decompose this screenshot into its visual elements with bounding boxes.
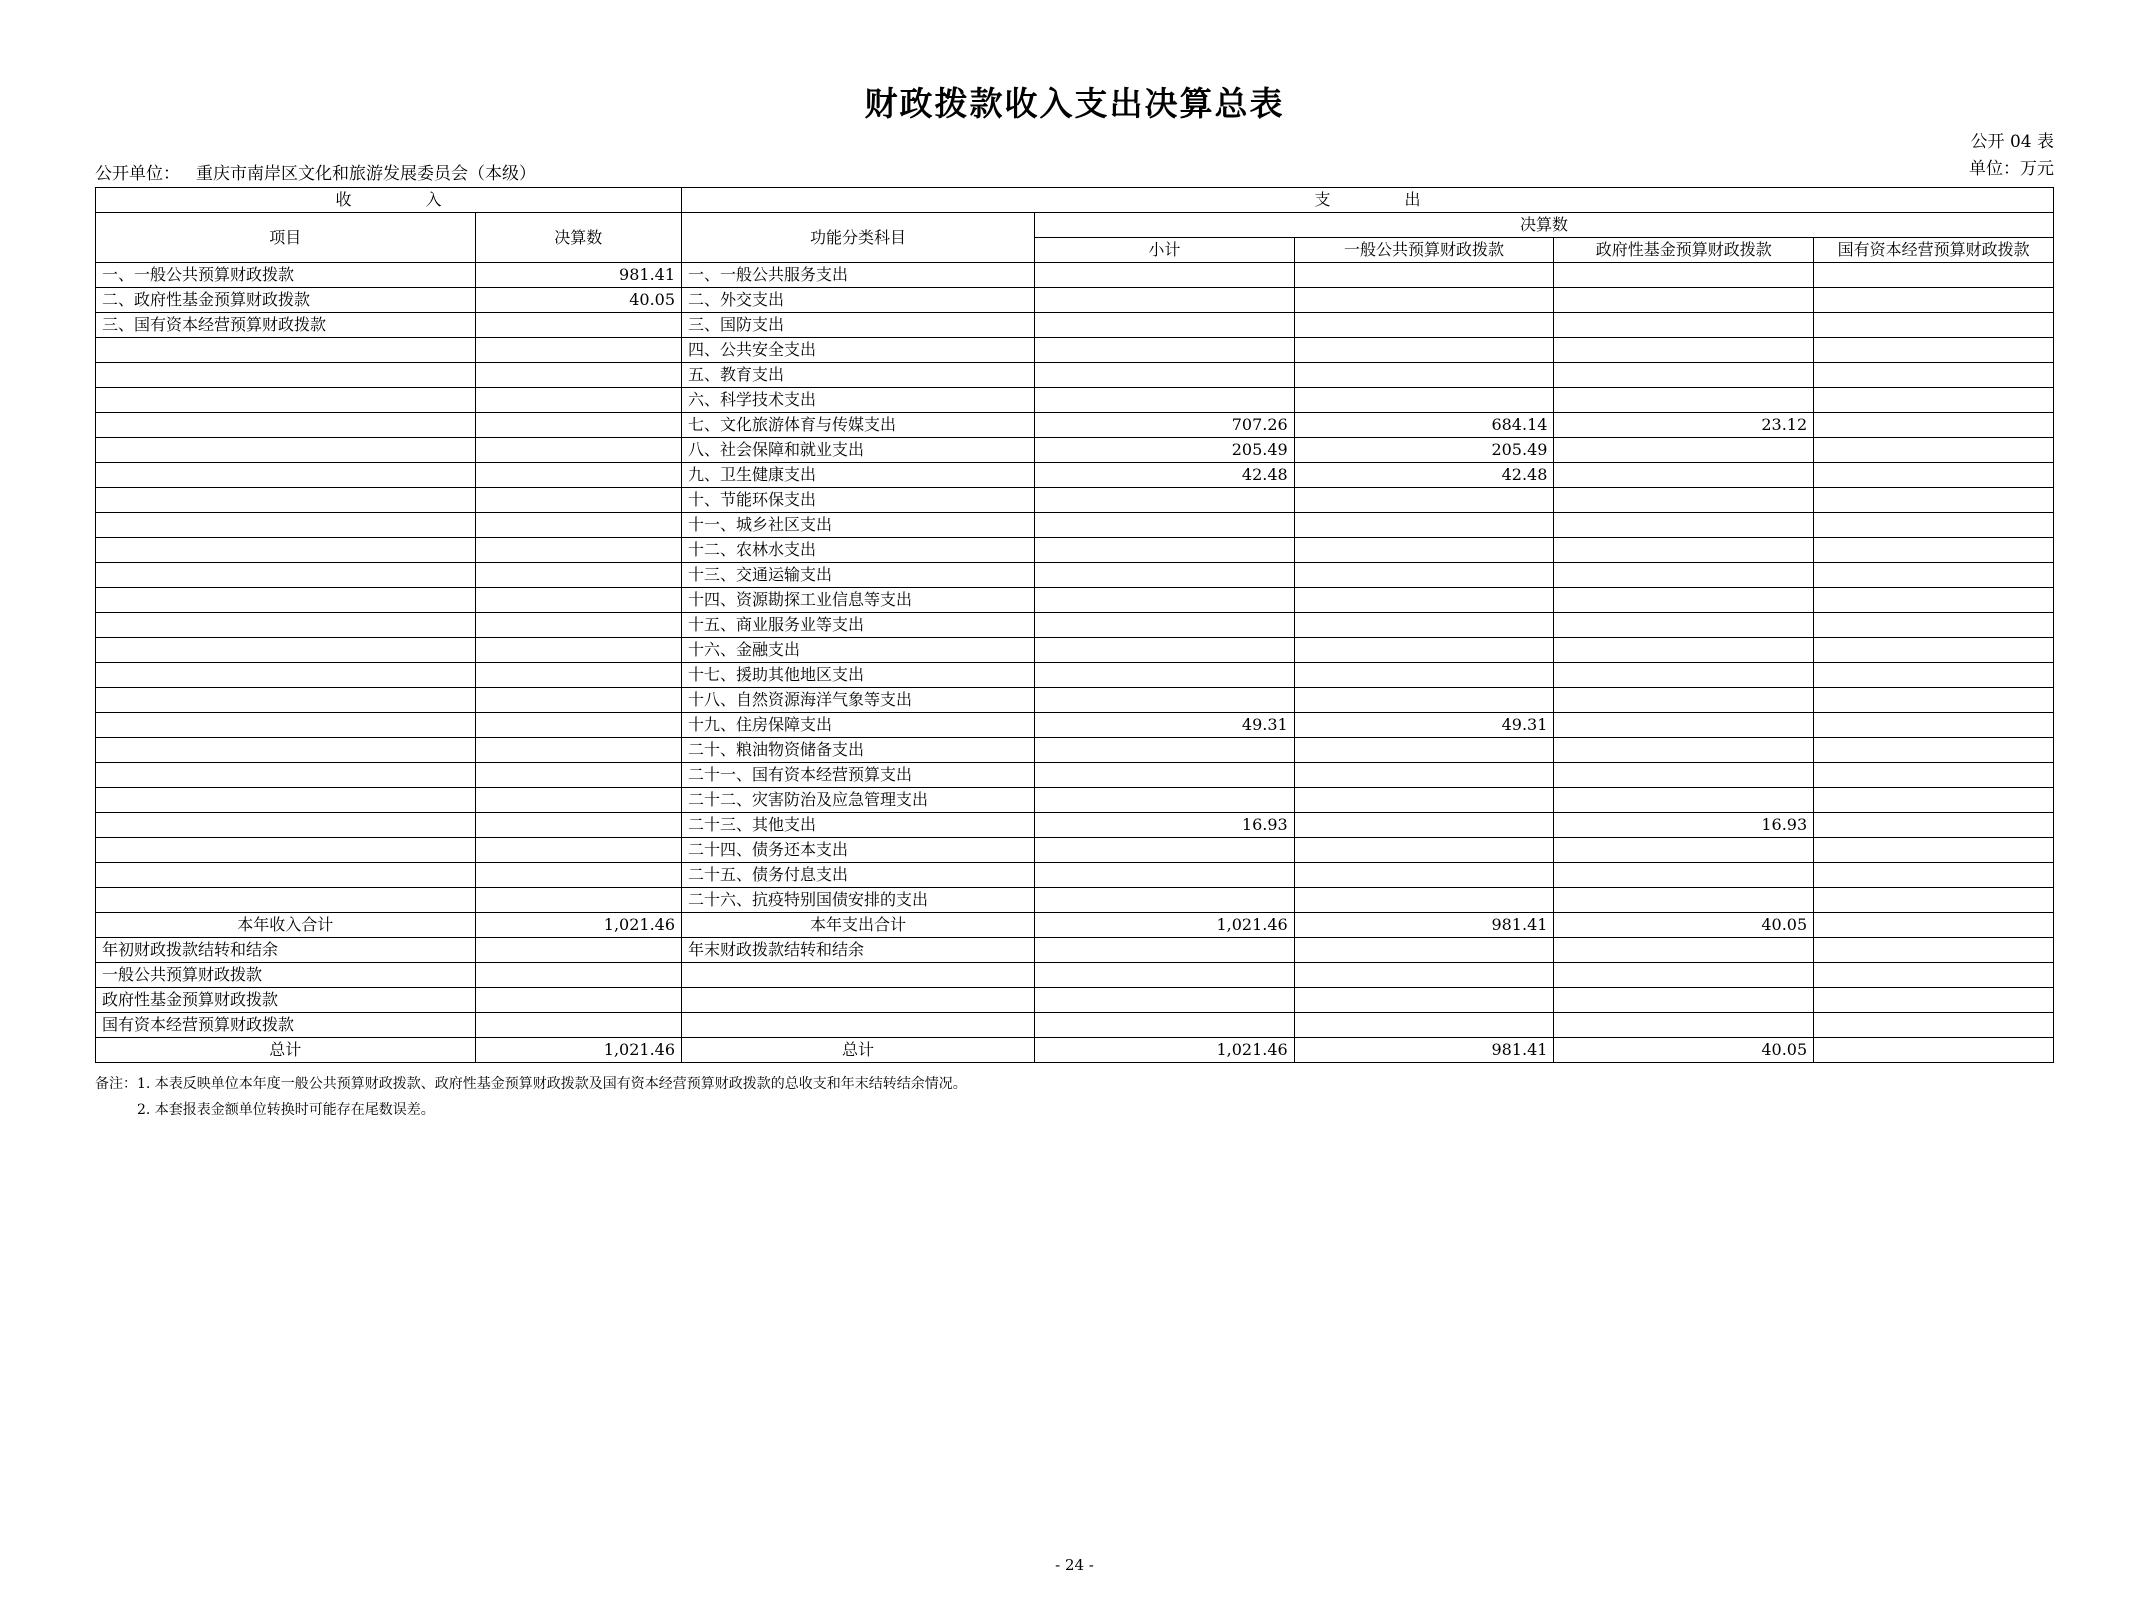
- expense-gov-fund-value: [1554, 388, 1814, 413]
- expense-general-public-value: [1294, 863, 1554, 888]
- expense-subtotal-value: [1034, 863, 1294, 888]
- expense-carryover-label: [682, 963, 1035, 988]
- expense-subtotal-value: [1034, 388, 1294, 413]
- note-line-1: 备注：1. 本表反映单位本年度一般公共预算财政拨款、政府性基金预算财政拨款及国有资本经营预算财政拨款的总收支和年末结转结余情况。: [95, 1076, 967, 1092]
- income-carryover-label: 一般公共预算财政拨款: [96, 963, 476, 988]
- expense-gov-fund-value: 23.12: [1554, 413, 1814, 438]
- table-row: [96, 613, 2054, 638]
- expense-gov-fund-value: [1554, 463, 1814, 488]
- expense-general-public-value: [1294, 813, 1554, 838]
- expense-category-label: 十二、农林水支出: [682, 538, 1035, 563]
- table-row-carryover: [96, 963, 2054, 988]
- expense-carryover-gov-fund: [1554, 988, 1814, 1013]
- income-carryover-value: [475, 1013, 681, 1038]
- income-item-label: [96, 788, 476, 813]
- income-item-value: [475, 763, 681, 788]
- table-row: [96, 663, 2054, 688]
- income-item-label: [96, 763, 476, 788]
- table-row: [96, 513, 2054, 538]
- expense-carryover-state-capital: [1814, 938, 2054, 963]
- income-item-value: [475, 488, 681, 513]
- expense-general-public-value: [1294, 588, 1554, 613]
- income-item-label: [96, 538, 476, 563]
- expense-subtotal-value: [1034, 288, 1294, 313]
- table-row-carryover: [96, 988, 2054, 1013]
- budget-table: [95, 187, 2054, 1063]
- expense-general-public-value: [1294, 388, 1554, 413]
- expense-category-label: 十八、自然资源海洋气象等支出: [682, 688, 1035, 713]
- expense-state-capital-value: [1814, 638, 2054, 663]
- income-item-label: [96, 588, 476, 613]
- expense-gov-fund-value: [1554, 838, 1814, 863]
- table-row: [96, 588, 2054, 613]
- expense-general-public-value: 205.49: [1294, 438, 1554, 463]
- table-row: [96, 688, 2054, 713]
- table-row: [96, 713, 2054, 738]
- expense-gov-fund-value: [1554, 313, 1814, 338]
- expense-subtotal-value: [1034, 538, 1294, 563]
- income-item-value: [475, 563, 681, 588]
- income-item-value: [475, 888, 681, 913]
- income-carryover-label: 政府性基金预算财政拨款: [96, 988, 476, 1013]
- expense-carryover-gov-fund: [1554, 963, 1814, 988]
- expense-gov-fund-value: [1554, 688, 1814, 713]
- publisher-name: 重庆市南岸区文化和旅游发展委员会（本级）: [196, 164, 536, 184]
- expense-general-public-value: [1294, 263, 1554, 288]
- expense-state-capital-value: [1814, 863, 2054, 888]
- expense-subtotal-value: [1034, 763, 1294, 788]
- expense-category-label: 一、一般公共服务支出: [682, 263, 1035, 288]
- meta-right-block: [1969, 129, 2054, 183]
- income-item-value: [475, 738, 681, 763]
- income-grand-total-label: 总计: [96, 1038, 476, 1063]
- table-body: [96, 263, 2054, 1063]
- expense-carryover-subtotal: [1034, 938, 1294, 963]
- expense-general-public-value: [1294, 613, 1554, 638]
- expense-gov-fund-value: [1554, 638, 1814, 663]
- income-item-label: [96, 513, 476, 538]
- expense-carryover-label: 年末财政拨款结转和结余: [682, 938, 1035, 963]
- expense-gov-fund-value: [1554, 538, 1814, 563]
- page-number: - 24 -: [1055, 1556, 1094, 1574]
- expense-gov-fund-value: [1554, 338, 1814, 363]
- table-row: [96, 863, 2054, 888]
- expense-category-label: 二十五、债务付息支出: [682, 863, 1035, 888]
- expense-subtotal-value: [1034, 888, 1294, 913]
- income-item-label: [96, 738, 476, 763]
- income-year-total-label: 本年收入合计: [96, 913, 476, 938]
- table-row-carryover: [96, 1013, 2054, 1038]
- expense-general-public-value: [1294, 488, 1554, 513]
- header-gov-fund: 政府性基金预算财政拨款: [1554, 238, 1814, 263]
- table-row: [96, 563, 2054, 588]
- page-title: 财政拨款收入支出决算总表: [864, 84, 1285, 123]
- expense-state-capital-value: [1814, 888, 2054, 913]
- expense-general-public-value: [1294, 288, 1554, 313]
- expense-general-public-value: [1294, 563, 1554, 588]
- expense-category-label: 二十六、抗疫特别国债安排的支出: [682, 888, 1035, 913]
- expense-state-capital-value: [1814, 313, 2054, 338]
- expense-subtotal-value: [1034, 638, 1294, 663]
- expense-general-public-value: [1294, 538, 1554, 563]
- expense-state-capital-value: [1814, 588, 2054, 613]
- income-item-label: [96, 863, 476, 888]
- expense-gov-fund-value: [1554, 663, 1814, 688]
- expense-category-label: 二十、粮油物资储备支出: [682, 738, 1035, 763]
- expense-category-label: 十四、资源勘探工业信息等支出: [682, 588, 1035, 613]
- table-row: [96, 338, 2054, 363]
- income-year-total-value: 1,021.46: [475, 913, 681, 938]
- expense-state-capital-value: [1814, 463, 2054, 488]
- expense-subtotal-value: [1034, 738, 1294, 763]
- expense-general-public-value: [1294, 338, 1554, 363]
- document-meta: [95, 132, 2054, 184]
- publisher-line: [95, 159, 536, 184]
- expense-general-public-value: [1294, 638, 1554, 663]
- expense-state-capital-value: [1814, 363, 2054, 388]
- header-subtotal: 小计: [1034, 238, 1294, 263]
- expense-gov-fund-value: [1554, 563, 1814, 588]
- income-item-label: [96, 888, 476, 913]
- income-item-label: [96, 463, 476, 488]
- expense-general-public-value: [1294, 663, 1554, 688]
- expense-gov-fund-value: [1554, 713, 1814, 738]
- income-item-label: [96, 813, 476, 838]
- publisher-label: 公开单位：: [95, 164, 180, 184]
- table-row: [96, 388, 2054, 413]
- income-item-label: [96, 363, 476, 388]
- income-item-value: [475, 438, 681, 463]
- expense-general-public-value: [1294, 763, 1554, 788]
- expense-carryover-gov-fund: [1554, 1013, 1814, 1038]
- table-row: [96, 263, 2054, 288]
- income-item-value: [475, 388, 681, 413]
- income-item-value: [475, 638, 681, 663]
- expense-state-capital-value: [1814, 338, 2054, 363]
- expense-subtotal-value: 42.48: [1034, 463, 1294, 488]
- expense-category-label: 二十四、债务还本支出: [682, 838, 1035, 863]
- note-line-2: 2. 本套报表金额单位转换时可能存在尾数误差。: [137, 1102, 435, 1118]
- expense-state-capital-value: [1814, 388, 2054, 413]
- income-item-value: [475, 538, 681, 563]
- income-item-label: [96, 338, 476, 363]
- expense-category-label: 二十一、国有资本经营预算支出: [682, 763, 1035, 788]
- expense-gov-fund-value: [1554, 613, 1814, 638]
- expense-gov-fund-value: [1554, 888, 1814, 913]
- expense-category-label: 二十三、其他支出: [682, 813, 1035, 838]
- expense-subtotal-value: [1034, 788, 1294, 813]
- expense-gov-fund-value: [1554, 588, 1814, 613]
- expense-gov-fund-value: [1554, 488, 1814, 513]
- expense-category-label: 二、外交支出: [682, 288, 1035, 313]
- income-carryover-label: 国有资本经营预算财政拨款: [96, 1013, 476, 1038]
- table-row: [96, 738, 2054, 763]
- income-item-label: [96, 713, 476, 738]
- header-state-capital: 国有资本经营预算财政拨款: [1814, 238, 2054, 263]
- header-general-public: 一般公共预算财政拨款: [1294, 238, 1554, 263]
- expense-general-public-value: [1294, 788, 1554, 813]
- income-item-value: [475, 363, 681, 388]
- expense-category-label: 七、文化旅游体育与传媒支出: [682, 413, 1035, 438]
- income-item-value: [475, 413, 681, 438]
- income-item-label: [96, 638, 476, 663]
- expense-general-public-value: [1294, 838, 1554, 863]
- table-row: [96, 813, 2054, 838]
- expense-state-capital-value: [1814, 538, 2054, 563]
- income-item-label: [96, 663, 476, 688]
- expense-subtotal-value: [1034, 613, 1294, 638]
- expense-carryover-label: [682, 988, 1035, 1013]
- expense-gov-fund-value: [1554, 788, 1814, 813]
- table-row: [96, 488, 2054, 513]
- income-item-value: 981.41: [475, 263, 681, 288]
- expense-state-capital-value: [1814, 288, 2054, 313]
- income-grand-total-value: 1,021.46: [475, 1038, 681, 1063]
- income-carryover-label: 年初财政拨款结转和结余: [96, 938, 476, 963]
- table-row: [96, 788, 2054, 813]
- expense-grand-total-subtotal: 1,021.46: [1034, 1038, 1294, 1063]
- expense-general-public-value: 684.14: [1294, 413, 1554, 438]
- income-item-label: [96, 438, 476, 463]
- expense-state-capital-value: [1814, 513, 2054, 538]
- income-item-label: [96, 563, 476, 588]
- expense-subtotal-value: [1034, 588, 1294, 613]
- expense-grand-total-label: 总计: [682, 1038, 1035, 1063]
- income-item-value: [475, 313, 681, 338]
- expense-subtotal-value: 16.93: [1034, 813, 1294, 838]
- expense-general-public-value: [1294, 363, 1554, 388]
- header-income-item: 项目: [96, 213, 476, 263]
- table-row: [96, 638, 2054, 663]
- expense-category-label: 十、节能环保支出: [682, 488, 1035, 513]
- expense-grand-total-gov-fund: 40.05: [1554, 1038, 1814, 1063]
- expense-subtotal-value: [1034, 488, 1294, 513]
- income-group-header: 收 入: [96, 188, 682, 213]
- expense-carryover-general-public: [1294, 963, 1554, 988]
- expense-category-label: 九、卫生健康支出: [682, 463, 1035, 488]
- income-carryover-value: [475, 938, 681, 963]
- expense-gov-fund-value: [1554, 363, 1814, 388]
- expense-year-total-gov-fund: 40.05: [1554, 913, 1814, 938]
- income-item-label: 一、一般公共预算财政拨款: [96, 263, 476, 288]
- expense-category-label: 二十二、灾害防治及应急管理支出: [682, 788, 1035, 813]
- expense-state-capital-value: [1814, 663, 2054, 688]
- expense-state-capital-value: [1814, 838, 2054, 863]
- expense-state-capital-value: [1814, 813, 2054, 838]
- table-row: [96, 413, 2054, 438]
- expense-general-public-value: 42.48: [1294, 463, 1554, 488]
- income-item-value: [475, 463, 681, 488]
- header-expense-final: 决算数: [1034, 213, 2053, 238]
- expense-gov-fund-value: [1554, 438, 1814, 463]
- expense-category-label: 十三、交通运输支出: [682, 563, 1035, 588]
- income-item-value: [475, 663, 681, 688]
- expense-subtotal-value: 49.31: [1034, 713, 1294, 738]
- form-code: 公开 04 表: [1970, 132, 2054, 152]
- expense-carryover-general-public: [1294, 1013, 1554, 1038]
- table-row: [96, 838, 2054, 863]
- table-row-grand-total: [96, 1038, 2054, 1063]
- expense-year-total-general-public: 981.41: [1294, 913, 1554, 938]
- expense-state-capital-value: [1814, 713, 2054, 738]
- expense-category-label: 十七、援助其他地区支出: [682, 663, 1035, 688]
- expense-gov-fund-value: [1554, 863, 1814, 888]
- expense-carryover-gov-fund: [1554, 938, 1814, 963]
- income-item-value: [475, 338, 681, 363]
- expense-year-total-subtotal: 1,021.46: [1034, 913, 1294, 938]
- table-row: [96, 363, 2054, 388]
- expense-gov-fund-value: [1554, 738, 1814, 763]
- income-item-label: [96, 388, 476, 413]
- income-item-value: [475, 588, 681, 613]
- expense-general-public-value: 49.31: [1294, 713, 1554, 738]
- expense-state-capital-value: [1814, 763, 2054, 788]
- income-item-label: 二、政府性基金预算财政拨款: [96, 288, 476, 313]
- table-header: [96, 188, 2054, 263]
- expense-general-public-value: [1294, 888, 1554, 913]
- expense-gov-fund-value: [1554, 288, 1814, 313]
- table-row: [96, 538, 2054, 563]
- income-item-value: [475, 613, 681, 638]
- expense-carryover-subtotal: [1034, 988, 1294, 1013]
- expense-subtotal-value: [1034, 688, 1294, 713]
- income-carryover-value: [475, 963, 681, 988]
- table-row-year-total: [96, 913, 2054, 938]
- income-item-value: [475, 863, 681, 888]
- income-item-label: [96, 413, 476, 438]
- income-item-value: [475, 813, 681, 838]
- expense-subtotal-value: [1034, 363, 1294, 388]
- expense-state-capital-value: [1814, 788, 2054, 813]
- expense-general-public-value: [1294, 313, 1554, 338]
- expense-subtotal-value: [1034, 513, 1294, 538]
- income-item-value: [475, 688, 681, 713]
- expense-category-label: 十六、金融支出: [682, 638, 1035, 663]
- expense-carryover-general-public: [1294, 938, 1554, 963]
- expense-subtotal-value: [1034, 563, 1294, 588]
- income-item-label: 三、国有资本经营预算财政拨款: [96, 313, 476, 338]
- expense-state-capital-value: [1814, 263, 2054, 288]
- income-carryover-value: [475, 988, 681, 1013]
- income-item-value: 40.05: [475, 288, 681, 313]
- expense-state-capital-value: [1814, 438, 2054, 463]
- expense-category-label: 十五、商业服务业等支出: [682, 613, 1035, 638]
- income-item-value: [475, 788, 681, 813]
- expense-category-label: 六、科学技术支出: [682, 388, 1035, 413]
- expense-category-label: 三、国防支出: [682, 313, 1035, 338]
- income-item-value: [475, 838, 681, 863]
- expense-general-public-value: [1294, 738, 1554, 763]
- expense-state-capital-value: [1814, 488, 2054, 513]
- expense-carryover-subtotal: [1034, 1013, 1294, 1038]
- table-row: [96, 888, 2054, 913]
- header-expense-category: 功能分类科目: [682, 213, 1035, 263]
- amount-unit: 单位：万元: [1969, 159, 2054, 179]
- expense-gov-fund-value: [1554, 263, 1814, 288]
- expense-category-label: 十九、住房保障支出: [682, 713, 1035, 738]
- expense-carryover-state-capital: [1814, 1013, 2054, 1038]
- expense-subtotal-value: [1034, 663, 1294, 688]
- header-row-final: [96, 213, 2054, 238]
- expense-category-label: 八、社会保障和就业支出: [682, 438, 1035, 463]
- expense-gov-fund-value: [1554, 763, 1814, 788]
- expense-category-label: 四、公共安全支出: [682, 338, 1035, 363]
- header-income-final: 决算数: [475, 213, 681, 263]
- expense-state-capital-value: [1814, 413, 2054, 438]
- expense-carryover-subtotal: [1034, 963, 1294, 988]
- expense-carryover-state-capital: [1814, 963, 2054, 988]
- expense-general-public-value: [1294, 688, 1554, 713]
- table-row: [96, 463, 2054, 488]
- table-row-carryover: [96, 938, 2054, 963]
- expense-category-label: 十一、城乡社区支出: [682, 513, 1035, 538]
- expense-subtotal-value: 707.26: [1034, 413, 1294, 438]
- income-item-value: [475, 513, 681, 538]
- expense-category-label: 五、教育支出: [682, 363, 1035, 388]
- income-item-label: [96, 613, 476, 638]
- expense-grand-total-general-public: 981.41: [1294, 1038, 1554, 1063]
- expense-general-public-value: [1294, 513, 1554, 538]
- header-row-group: [96, 188, 2054, 213]
- expense-subtotal-value: [1034, 338, 1294, 363]
- expense-state-capital-value: [1814, 563, 2054, 588]
- income-item-label: [96, 688, 476, 713]
- expense-subtotal-value: 205.49: [1034, 438, 1294, 463]
- table-notes: [95, 1071, 2054, 1123]
- income-item-value: [475, 713, 681, 738]
- page-container: [0, 78, 2149, 1598]
- expense-grand-total-state-capital: [1814, 1038, 2054, 1063]
- expense-carryover-general-public: [1294, 988, 1554, 1013]
- income-item-label: [96, 838, 476, 863]
- expense-carryover-label: [682, 1013, 1035, 1038]
- expense-gov-fund-value: [1554, 513, 1814, 538]
- table-row: [96, 313, 2054, 338]
- income-item-label: [96, 488, 476, 513]
- expense-gov-fund-value: 16.93: [1554, 813, 1814, 838]
- expense-carryover-state-capital: [1814, 988, 2054, 1013]
- expense-subtotal-value: [1034, 263, 1294, 288]
- expense-state-capital-value: [1814, 613, 2054, 638]
- table-row: [96, 763, 2054, 788]
- expense-subtotal-value: [1034, 313, 1294, 338]
- expense-year-total-state-capital: [1814, 913, 2054, 938]
- expense-subtotal-value: [1034, 838, 1294, 863]
- table-row: [96, 288, 2054, 313]
- expense-group-header: 支 出: [682, 188, 2054, 213]
- expense-state-capital-value: [1814, 688, 2054, 713]
- table-row: [96, 438, 2054, 463]
- expense-state-capital-value: [1814, 738, 2054, 763]
- expense-year-total-label: 本年支出合计: [682, 913, 1035, 938]
